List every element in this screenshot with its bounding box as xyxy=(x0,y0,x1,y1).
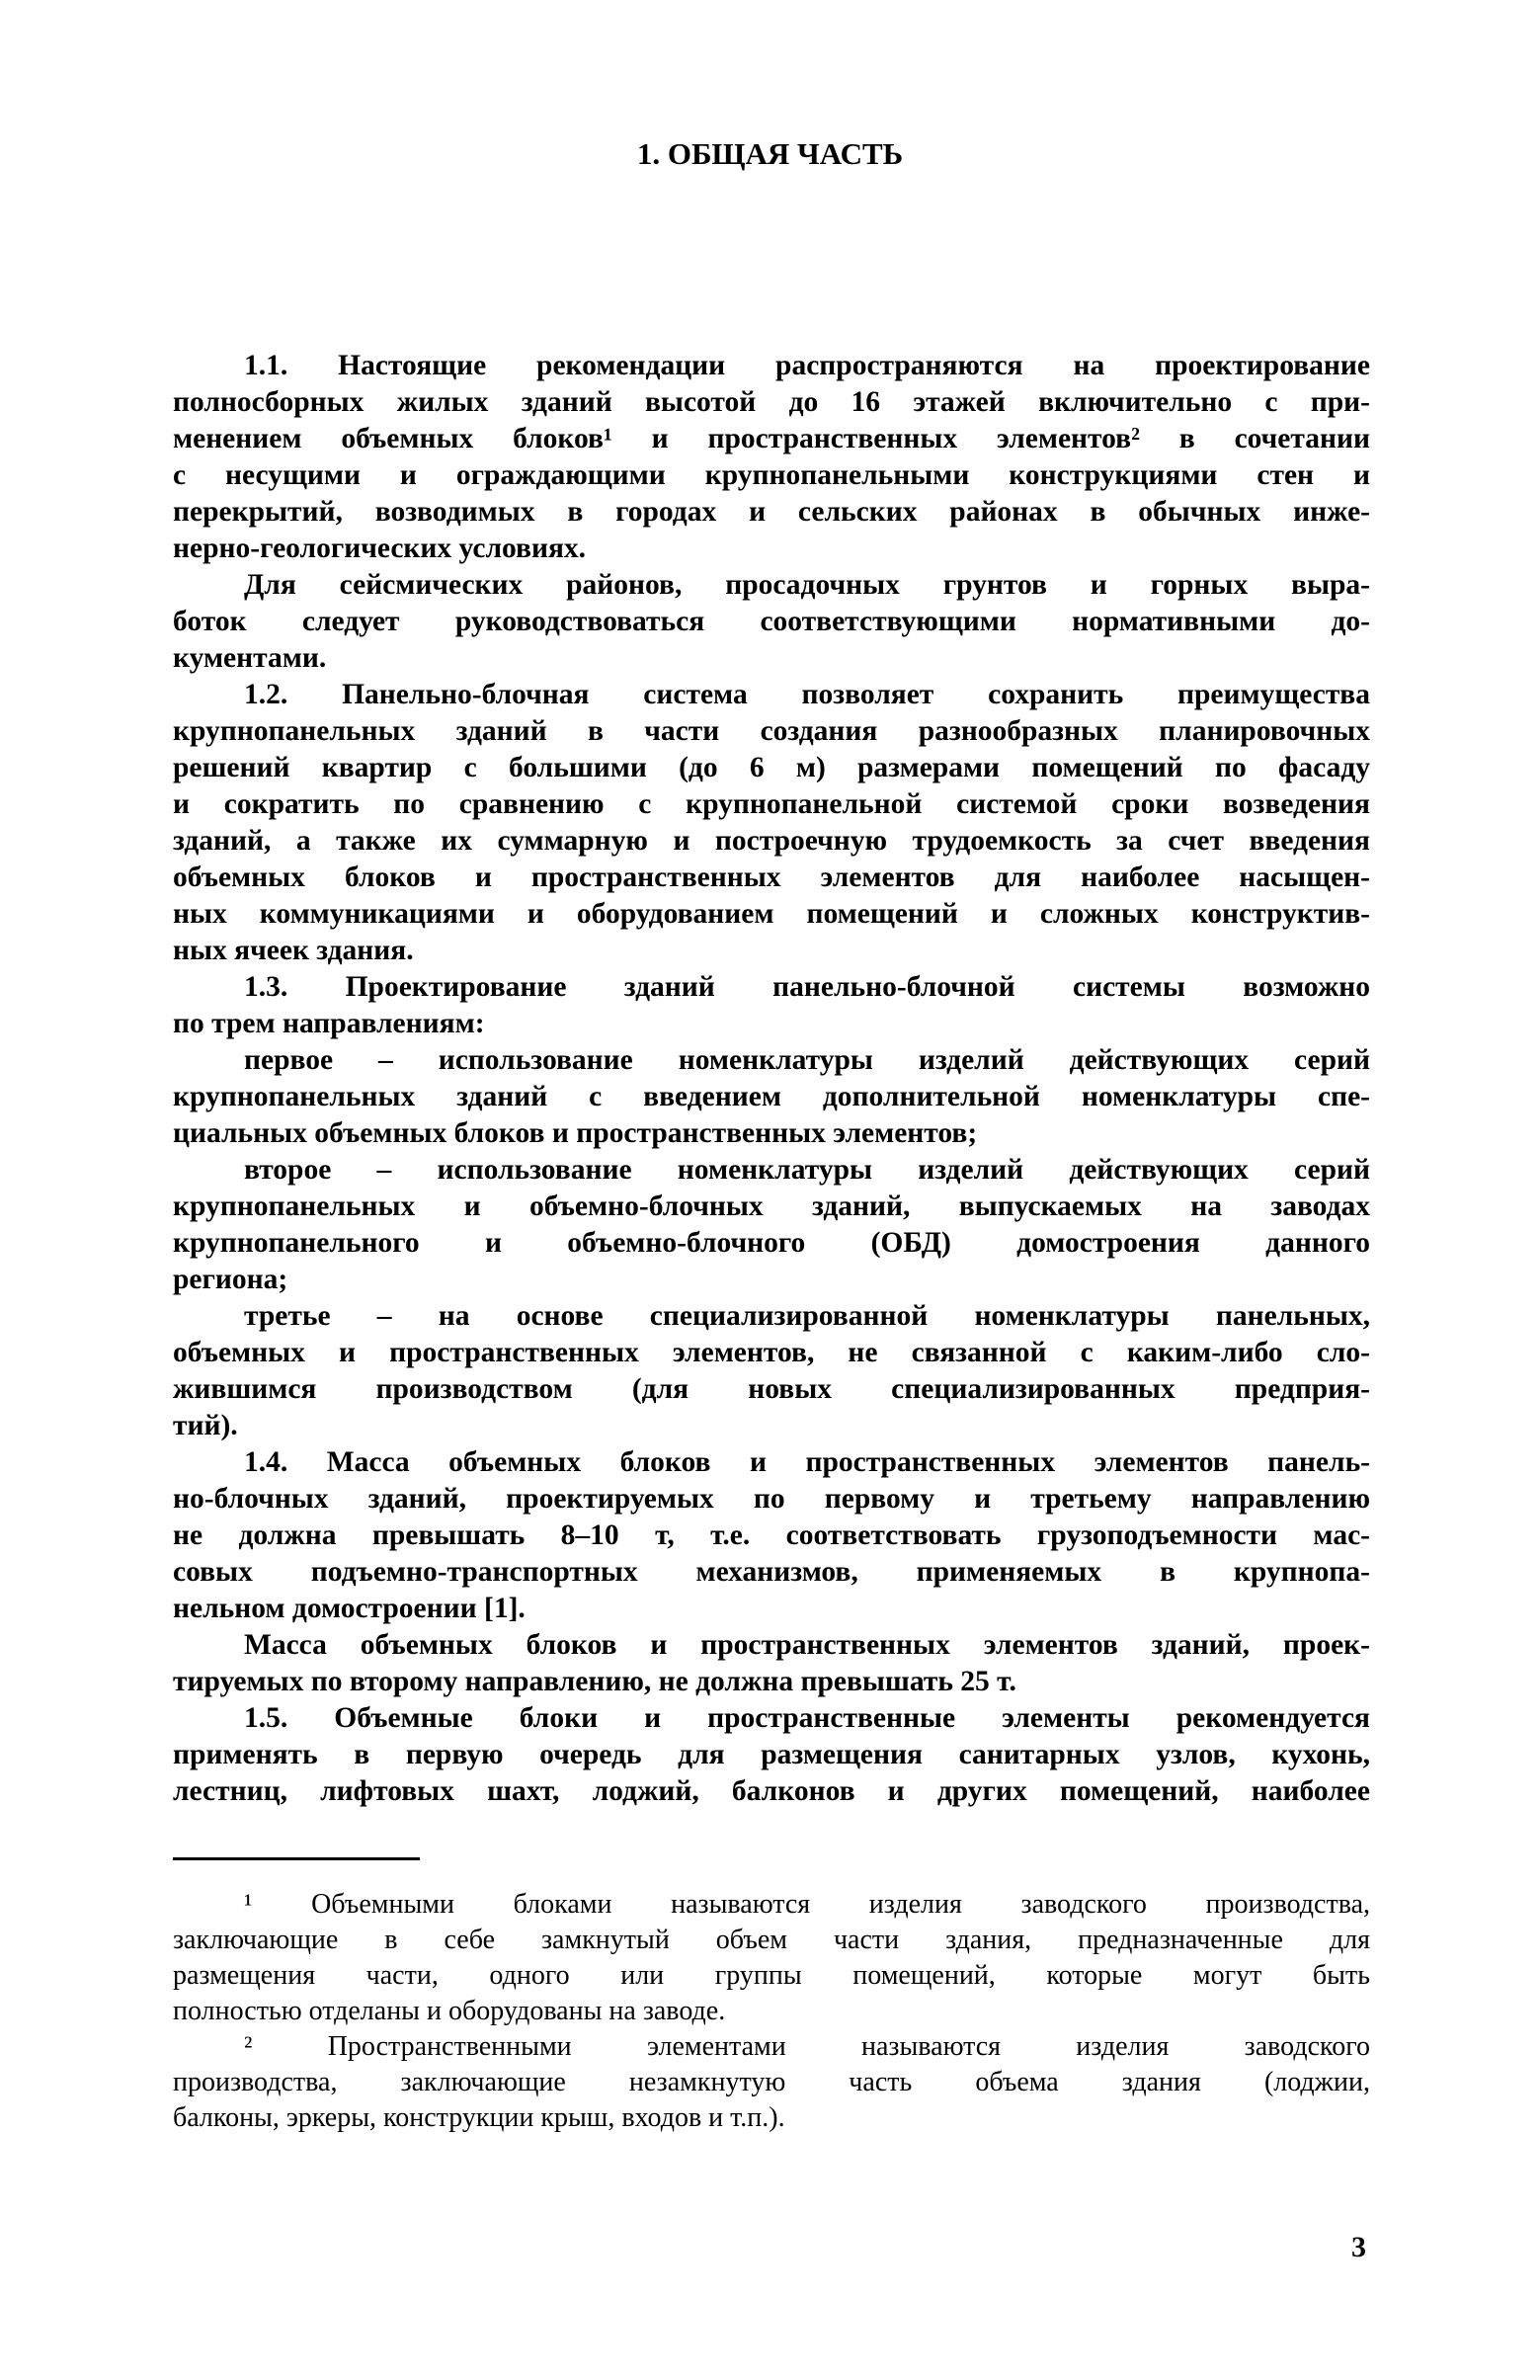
footnote xyxy=(173,1887,1370,2029)
text-line: крупнопанельных зданий в части создания разнообразных планировочных xyxy=(173,715,1370,747)
text-line: 1.1. Настоящие рекомендации распространяются на проектирование xyxy=(244,350,1370,381)
section-title: 1. ОБЩАЯ ЧАСТЬ xyxy=(636,136,904,171)
paragraph xyxy=(173,1700,1370,1810)
text-line: объемных блоков и пространственных элементов для наиболее насыщен- xyxy=(173,862,1370,893)
text-line: тируемых по второму направлению, не должна превышать 25 т. xyxy=(173,1666,1016,1697)
text-line: лестниц, лифтовых шахт, лоджий, балконов и других помещений, наиболее xyxy=(173,1775,1370,1807)
paragraph xyxy=(173,969,1370,1042)
paragraph xyxy=(173,1152,1370,1298)
text-line: объемных и пространственных элементов, не связанной с каким-либо сло- xyxy=(173,1337,1370,1368)
text-line: жившимся производством (для новых специализированных предприя- xyxy=(173,1373,1370,1405)
text-line: 1.3. Проектирование зданий панельно-блочной системы возможно xyxy=(244,971,1370,1003)
text-line: балконы, эркеры, конструкции крыш, входов и т.п.). xyxy=(173,2102,785,2133)
text-line: решений квартир с большими (до 6 м) размерами помещений по фасаду xyxy=(173,752,1370,783)
text-line: первое – использование номенклатуры изделий действующих серий xyxy=(244,1044,1370,1076)
text-line: кументами. xyxy=(173,642,327,674)
paragraph xyxy=(173,1298,1370,1444)
text-line: ¹ Объемными блоками называются изделия заводского производства, xyxy=(244,1889,1370,1920)
text-line: применять в первую очередь для размещения санитарных узлов, кухонь, xyxy=(173,1739,1370,1770)
text-line: полносборных жилых зданий высотой до 16 этажей включительно с при- xyxy=(173,386,1370,418)
text-line: Масса объемных блоков и пространственных элементов зданий, проек- xyxy=(244,1629,1370,1661)
paragraph xyxy=(173,567,1370,677)
text-line: третье – на основе специализированной номенклатуры панельных, xyxy=(244,1300,1370,1332)
text-line: зданий, а также их суммарную и построечную трудоемкость за счет введения xyxy=(173,825,1370,857)
text-line: совых подъемно-транспортных механизмов, применяемых в крупнопа- xyxy=(173,1556,1370,1588)
text-line: перекрытий, возводимых в городах и сельских районах в обычных инже- xyxy=(173,496,1370,528)
page-number: 3 xyxy=(1351,2231,1366,2263)
paragraph xyxy=(173,1444,1370,1627)
text-line: нерно-геологических условиях. xyxy=(173,533,587,564)
text-line: по трем направлениям: xyxy=(173,1008,485,1039)
text-line: ных коммуникациями и оборудованием помещений и сложных конструктив- xyxy=(173,898,1370,930)
text-line: крупнопанельных и объемно-блочных зданий, выпускаемых на заводах xyxy=(173,1190,1370,1222)
text-line: боток следует руководствоваться соответствующими нормативными до- xyxy=(173,606,1370,637)
text-line: размещения части, одного или группы помещений, которые могут быть xyxy=(173,1960,1370,1991)
footnotes xyxy=(173,1887,1370,2136)
text-line: крупнопанельного и объемно-блочного (ОБД) домостроения данного xyxy=(173,1227,1370,1259)
paragraph xyxy=(173,348,1370,567)
text-line: не должна превышать 8–10 т, т.е. соответствовать грузоподъемности мас- xyxy=(173,1519,1370,1551)
paragraph xyxy=(173,1627,1370,1700)
text-line: заключающие в себе замкнутый объем части здания, предназначенные для xyxy=(173,1925,1370,1955)
text-line: ных ячеек здания. xyxy=(173,935,414,966)
footnote xyxy=(173,2029,1370,2136)
text-line: нельном домостроении [1]. xyxy=(173,1593,526,1624)
text-line: 1.4. Масса объемных блоков и пространственных элементов панель- xyxy=(244,1446,1370,1478)
footnote-separator xyxy=(173,1857,420,1860)
text-line: Для сейсмических районов, просадочных грунтов и горных выра- xyxy=(244,569,1370,601)
text-line: региона; xyxy=(173,1264,288,1295)
body-text xyxy=(173,348,1370,1810)
text-line: 1.2. Панельно-блочная система позволяет сохранить преимущества xyxy=(244,679,1370,710)
paragraph xyxy=(173,1042,1370,1152)
text-line: менением объемных блоков¹ и пространственных элементов² в сочетании xyxy=(173,423,1370,454)
text-line: крупнопанельных зданий с введением дополнительной номенклатуры спе- xyxy=(173,1081,1370,1112)
text-line: второе – использование номенклатуры изделий действующих серий xyxy=(244,1154,1370,1186)
paragraph xyxy=(173,677,1370,969)
text-line: тий). xyxy=(173,1410,238,1441)
text-line: но-блочных зданий, проектируемых по первому и третьему направлению xyxy=(173,1483,1370,1515)
text-line: ² Пространственными элементами называются изделия заводского xyxy=(244,2031,1370,2062)
text-line: производства, заключающие незамкнутую часть объема здания (лоджии, xyxy=(173,2067,1370,2097)
text-line: с несущими и ограждающими крупнопанельными конструкциями стен и xyxy=(173,459,1370,491)
text-line: полностью отделаны и оборудованы на заводе. xyxy=(173,1996,726,2026)
text-line: 1.5. Объемные блоки и пространственные элементы рекомендуется xyxy=(244,1702,1370,1734)
text-line: циальных объемных блоков и пространственных элементов; xyxy=(173,1117,978,1149)
text-line: и сократить по сравнению с крупнопанельной системой сроки возведения xyxy=(173,788,1370,820)
